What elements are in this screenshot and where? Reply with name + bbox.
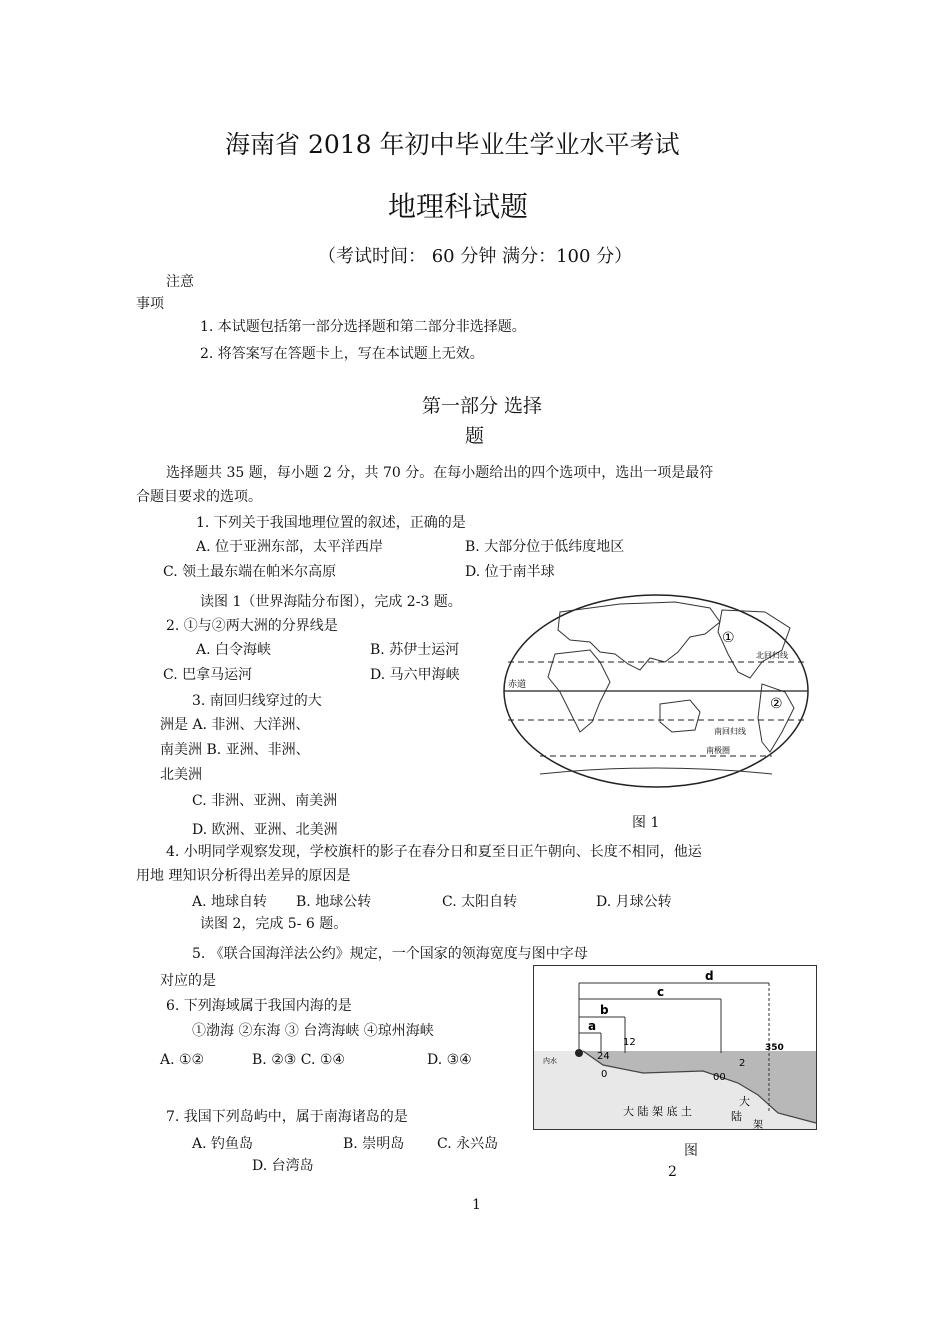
q2-option-d: D. 马六甲海峡: [370, 667, 460, 683]
q6-option-d: D. ③④: [427, 1052, 472, 1068]
south-tropic-label: 南回归线: [714, 727, 746, 736]
slope-label-1: 大: [739, 1095, 750, 1108]
q2-option-a: A. 白令海峡: [196, 642, 272, 658]
q2-stem: 2. ①与②两大洲的分界线是: [166, 618, 338, 634]
note-2: 2. 将答案写在答题卡上，写在本试题上无效。: [200, 346, 484, 362]
distance-2: 2: [739, 1058, 746, 1069]
label-d: d: [705, 969, 714, 983]
read-fig1: 读图 1（世界海陆分布图），完成 2-3 题。: [200, 594, 462, 610]
q7-option-a: A. 钓鱼岛: [192, 1136, 254, 1152]
fig2-caption-number: 2: [668, 1164, 677, 1180]
inner-water-label: 内水: [543, 1057, 557, 1065]
part1-title-cont: 题: [465, 425, 485, 447]
instructions-cont: 合题目要求的选项。: [136, 489, 262, 505]
note-1: 1. 本试题包括第一部分选择题和第二部分非选择题。: [200, 319, 526, 335]
instructions: 选择题共 35 题，每小题 2 分，共 70 分。在每小题给出的四个选项中，选出一项是最符: [166, 465, 714, 481]
q1-option-d: D. 位于南半球: [465, 564, 555, 580]
north-tropic-label: 北回归线: [756, 651, 788, 660]
notes-label-line1: 注意: [166, 274, 194, 290]
exam-info: （考试时间： 60 分钟 满分：100 分）: [318, 246, 633, 267]
fig1-caption: 图 1: [632, 815, 660, 831]
q7-option-b: B. 崇明岛: [343, 1136, 405, 1152]
distance-12: 12: [623, 1037, 636, 1048]
distance-0: 0: [601, 1069, 608, 1080]
continent-marker-1: ①: [722, 630, 735, 646]
q1-option-a: A. 位于亚洲东部，太平洋西岸: [196, 539, 384, 555]
distance-350: 350: [765, 1043, 784, 1053]
q1-stem: 1. 下列关于我国地理位置的叙述，正确的是: [196, 515, 466, 531]
label-b: b: [600, 1003, 609, 1017]
equator-label: 赤道: [508, 680, 527, 690]
q3-stem: 3. 南回归线穿过的大: [192, 693, 322, 709]
distance-00: 00: [713, 1072, 726, 1083]
q3-stem-line2: 洲是 A. 非洲、大洋洲、: [160, 717, 310, 733]
q7-option-c: C. 永兴岛: [437, 1136, 499, 1152]
q4-option-b: B. 地球公转: [296, 894, 372, 910]
q4-option-d: D. 月球公转: [596, 894, 672, 910]
q4-stem: 4. 小明同学观察发现，学校旗杆的影子在春分日和夏至日正午朝向、长度不相同，他运: [166, 844, 702, 860]
distance-24: 24: [597, 1051, 610, 1062]
q6-option-bc: B. ②③ C. ①④: [252, 1052, 345, 1068]
slope-label-2: 陆: [731, 1110, 742, 1123]
q6-stem: 6. 下列海域属于我国内海的是: [166, 998, 352, 1014]
world-map-figure: [500, 592, 812, 790]
q3-option-d: D. 欧洲、亚洲、北美洲: [192, 822, 338, 838]
read-fig2: 读图 2，完成 5- 6 题。: [200, 916, 348, 932]
q3-stem-line4: 北美洲: [160, 767, 202, 783]
sea-zones-figure: [533, 965, 817, 1130]
part1-title: 第一部分 选择: [422, 395, 543, 417]
q5-stem: 5. 《联合国海洋法公约》规定，一个国家的领海宽度与图中字母: [192, 946, 588, 962]
q3-stem-line3: 南美洲 B. 亚洲、非洲、: [160, 742, 310, 758]
notes-label-line2: 事项: [136, 296, 164, 312]
q1-option-b: B. 大部分位于低纬度地区: [465, 539, 625, 555]
q2-option-c: C. 巴拿马运河: [163, 667, 253, 683]
q6-option-a: A. ①②: [160, 1052, 205, 1068]
subject-title: 地理科试题: [388, 190, 529, 223]
slope-label-3: 架: [753, 1120, 763, 1130]
q4-option-c: C. 太阳自转: [442, 894, 518, 910]
q5-stem-line2: 对应的是: [160, 973, 216, 989]
q4-option-a: A. 地球自转: [192, 894, 268, 910]
antarctic-circle-label: 南极圈: [706, 746, 730, 755]
exam-title: 海南省 2018 年初中毕业生学业水平考试: [225, 130, 680, 159]
label-c: c: [657, 985, 665, 999]
q6-choices: ①渤海 ②东海 ③ 台湾海峡 ④琼州海峡: [192, 1023, 434, 1039]
q3-option-c: C. 非洲、亚洲、南美洲: [192, 793, 338, 809]
continent-marker-2: ②: [770, 696, 783, 712]
shelf-subsoil-label: 大 陆 架 底 土: [623, 1105, 692, 1118]
page-number: 1: [472, 1197, 481, 1213]
label-a: a: [588, 1019, 597, 1033]
q2-option-b: B. 苏伊士运河: [370, 642, 460, 658]
q7-stem: 7. 我国下列岛屿中，属于南海诸岛的是: [166, 1109, 408, 1125]
q4-stem-line2: 用地 理知识分析得出差异的原因是: [136, 868, 351, 884]
q7-option-d: D. 台湾岛: [252, 1158, 314, 1174]
fig2-caption: 图: [684, 1143, 698, 1159]
q1-option-c: C. 领土最东端在帕米尔高原: [163, 564, 337, 580]
